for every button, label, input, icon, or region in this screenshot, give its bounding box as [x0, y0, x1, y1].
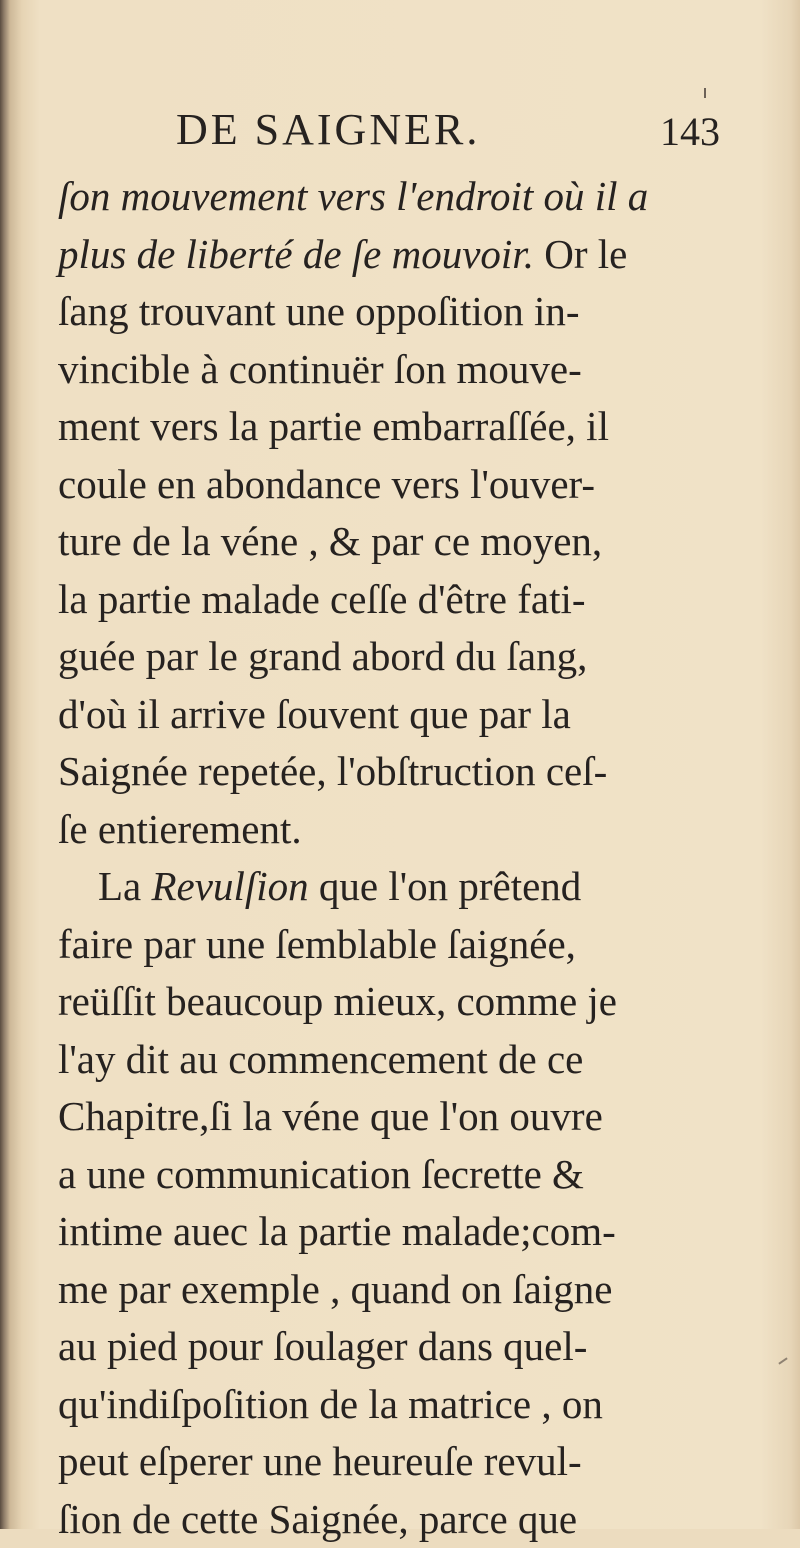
body-text: [58, 168, 718, 1548]
text-line: [58, 571, 718, 629]
text-run: faire par une ſemblable ſaignée,: [58, 921, 576, 967]
text-line: [58, 1088, 718, 1146]
text-line: [58, 1491, 718, 1548]
text-line: [58, 973, 718, 1031]
text-line: [58, 1031, 718, 1089]
text-line: [58, 456, 718, 514]
text-run: me par exemple , quand on ſaigne: [58, 1266, 612, 1312]
text-run: ſe entierement.: [58, 806, 302, 852]
text-line: [58, 226, 718, 284]
text-line: [58, 1318, 718, 1376]
page-number: 143: [660, 97, 720, 167]
ink-speck: [778, 1357, 787, 1364]
text-run: ſang trouvant une oppoſition in-: [58, 288, 580, 334]
text-run: Or le: [534, 231, 627, 277]
text-run: Saignée repetée, l'obſtruction ceſ-: [58, 748, 607, 794]
text-run: vincible à continuër ſon mouve-: [58, 346, 582, 392]
italic-text: plus de liberté de ſe mouvoir.: [58, 231, 534, 277]
text-run: ment vers la partie embarraſſée, il: [58, 403, 609, 449]
text-line: [58, 628, 718, 686]
page-header: [0, 95, 800, 165]
text-line: [58, 858, 718, 916]
text-line: [58, 283, 718, 341]
text-run: intime auec la partie malade;com-: [58, 1208, 616, 1254]
text-run: reüſſit beaucoup mieux, comme je: [58, 978, 617, 1024]
text-line: [58, 1203, 718, 1261]
italic-text: ſon mouvement vers l'endroit où il a: [58, 173, 648, 219]
text-run: Chapitre,ſi la véne que l'on ouvre: [58, 1093, 603, 1139]
text-run: qu'indiſpoſition de la matrice , on: [58, 1381, 603, 1427]
text-line: [58, 398, 718, 456]
text-line: [58, 168, 718, 226]
text-line: [58, 686, 718, 744]
text-line: [58, 1433, 718, 1491]
text-line: [58, 743, 718, 801]
text-run: que l'on prêtend: [309, 863, 582, 909]
italic-text: Revulſion: [152, 863, 309, 909]
text-run: ſion de cette Saignée, parce que: [58, 1496, 577, 1542]
text-run: la partie malade ceſſe d'être fati-: [58, 576, 586, 622]
text-run: a une communication ſecrette &: [58, 1151, 584, 1197]
text-run: au pied pour ſoulager dans quel-: [58, 1323, 587, 1369]
text-line: [58, 341, 718, 399]
text-run: coule en abondance vers l'ouver-: [58, 461, 595, 507]
text-line: [58, 1376, 718, 1434]
running-head: DE SAIGNER.: [176, 95, 480, 165]
text-run: ture de la véne , & par ce moyen,: [58, 518, 602, 564]
text-line: [58, 513, 718, 571]
text-line: [58, 1146, 718, 1204]
text-run: peut eſperer une heureuſe revul-: [58, 1438, 582, 1484]
text-run: d'où il arrive ſouvent que par la: [58, 691, 571, 737]
text-run: guée par le grand abord du ſang,: [58, 633, 587, 679]
text-run: l'ay dit au commencement de ce: [58, 1036, 583, 1082]
text-line: [58, 801, 718, 859]
text-line: [58, 916, 718, 974]
text-line: [58, 1261, 718, 1319]
text-run: La: [98, 863, 152, 909]
